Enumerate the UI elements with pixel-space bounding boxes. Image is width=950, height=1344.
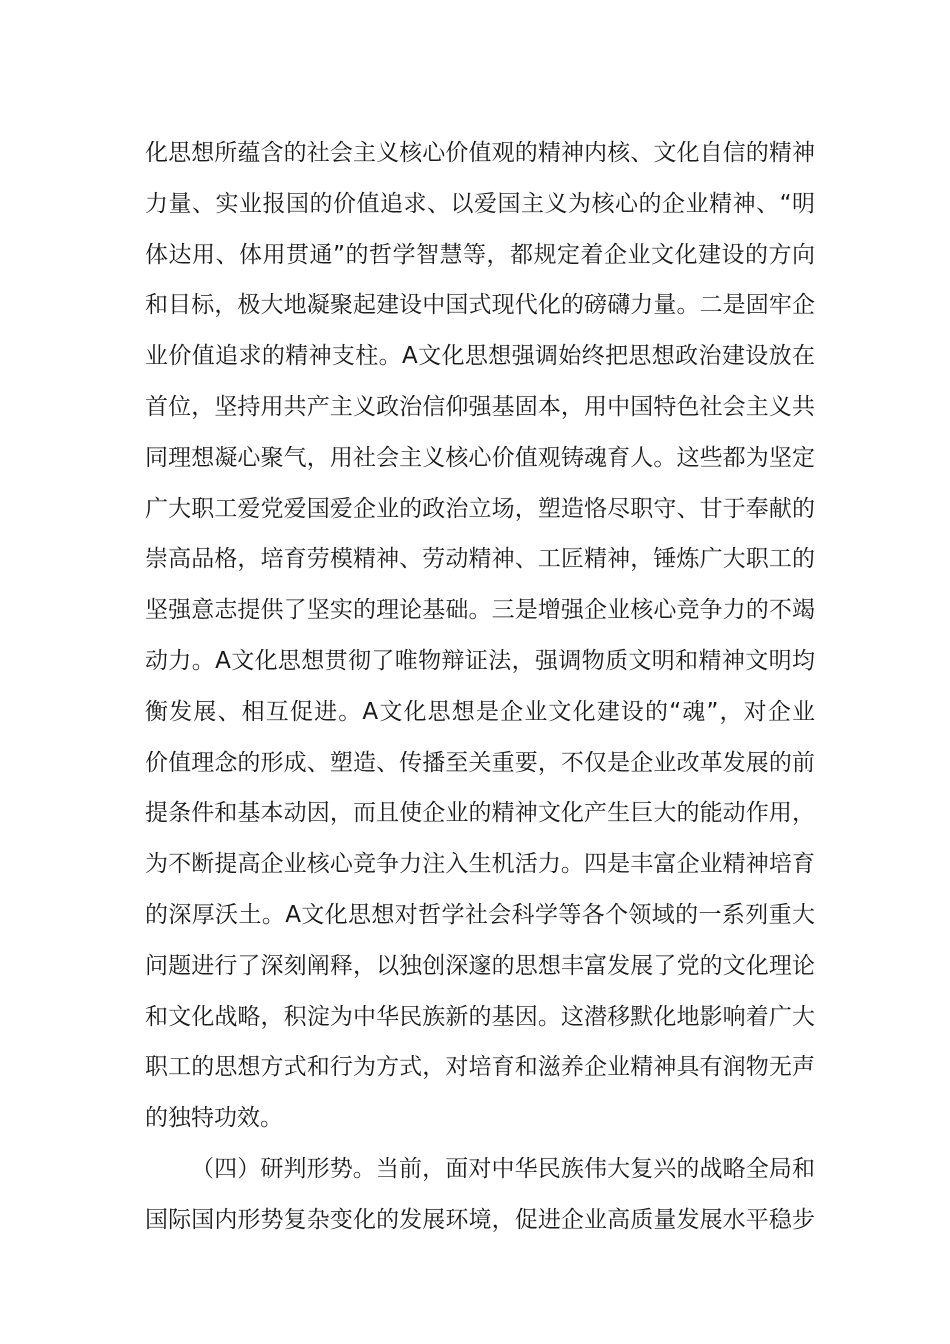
text-line: 崇高品格，培育劳模精神、劳动精神、工匠精神，锤炼广大职工的 bbox=[145, 546, 815, 573]
body-text bbox=[145, 134, 815, 1252]
text-line: 和文化战略，积淀为中华民族新的基因。这潜移默化地影响着广大 bbox=[145, 1003, 815, 1030]
text-line: 同理想凝心聚气，用社会主义核心价值观铸魂育人。这些都为坚定 bbox=[145, 444, 815, 471]
text-line: 衡发展、相互促进。A文化思想是企业文化建设的“魂”，对企业 bbox=[145, 698, 815, 725]
text-line: 体达用、体用贯通”的哲学智慧等，都规定着企业文化建设的方向 bbox=[145, 241, 815, 268]
text-line: 提条件和基本动因，而且使企业的精神文化产生巨大的能动作用， bbox=[145, 800, 815, 827]
text-line: 问题进行了深刻阐释，以独创深邃的思想丰富发展了党的文化理论 bbox=[145, 952, 815, 979]
text-line: 为不断提高企业核心竞争力注入生机活力。四是丰富企业精神培育 bbox=[145, 851, 815, 878]
section-heading-line: （四）研判形势。当前，面对中华民族伟大复兴的战略全局和 bbox=[191, 1155, 815, 1182]
text-line: 业价值追求的精神支柱。A文化思想强调始终把思想政治建设放在 bbox=[145, 343, 815, 370]
text-line: 化思想所蕴含的社会主义核心价值观的精神内核、文化自信的精神 bbox=[145, 140, 815, 166]
text-line: 力量、实业报国的价值追求、以爱国主义为核心的企业精神、“明 bbox=[145, 190, 815, 217]
text-line: 和目标，极大地凝聚起建设中国式现代化的磅礴力量。二是固牢企 bbox=[145, 292, 815, 319]
text-line: 首位，坚持用共产主义政治信仰强基固本，用中国特色社会主义共 bbox=[145, 393, 815, 420]
text-line: 的深厚沃土。A文化思想对哲学社会科学等各个领域的一系列重大 bbox=[145, 901, 815, 928]
paragraph-end-line: 的独特功效。 bbox=[145, 1105, 283, 1132]
text-line: 广大职工爱党爱国爱企业的政治立场，塑造恪尽职守、甘于奉献的 bbox=[145, 495, 815, 522]
text-line: 价值理念的形成、塑造、传播至关重要，不仅是企业改革发展的前 bbox=[145, 749, 815, 776]
text-line: 动力。A文化思想贯彻了唯物辩证法，强调物质文明和精神文明均 bbox=[145, 647, 815, 674]
text-line: 国际国内形势复杂变化的发展环境，促进企业高质量发展水平稳步 bbox=[145, 1206, 815, 1233]
text-line: 职工的思想方式和行为方式，对培育和滋养企业精神具有润物无声 bbox=[145, 1054, 815, 1081]
text-line: 坚强意志提供了坚实的理论基础。三是增强企业核心竞争力的不竭 bbox=[145, 597, 815, 624]
